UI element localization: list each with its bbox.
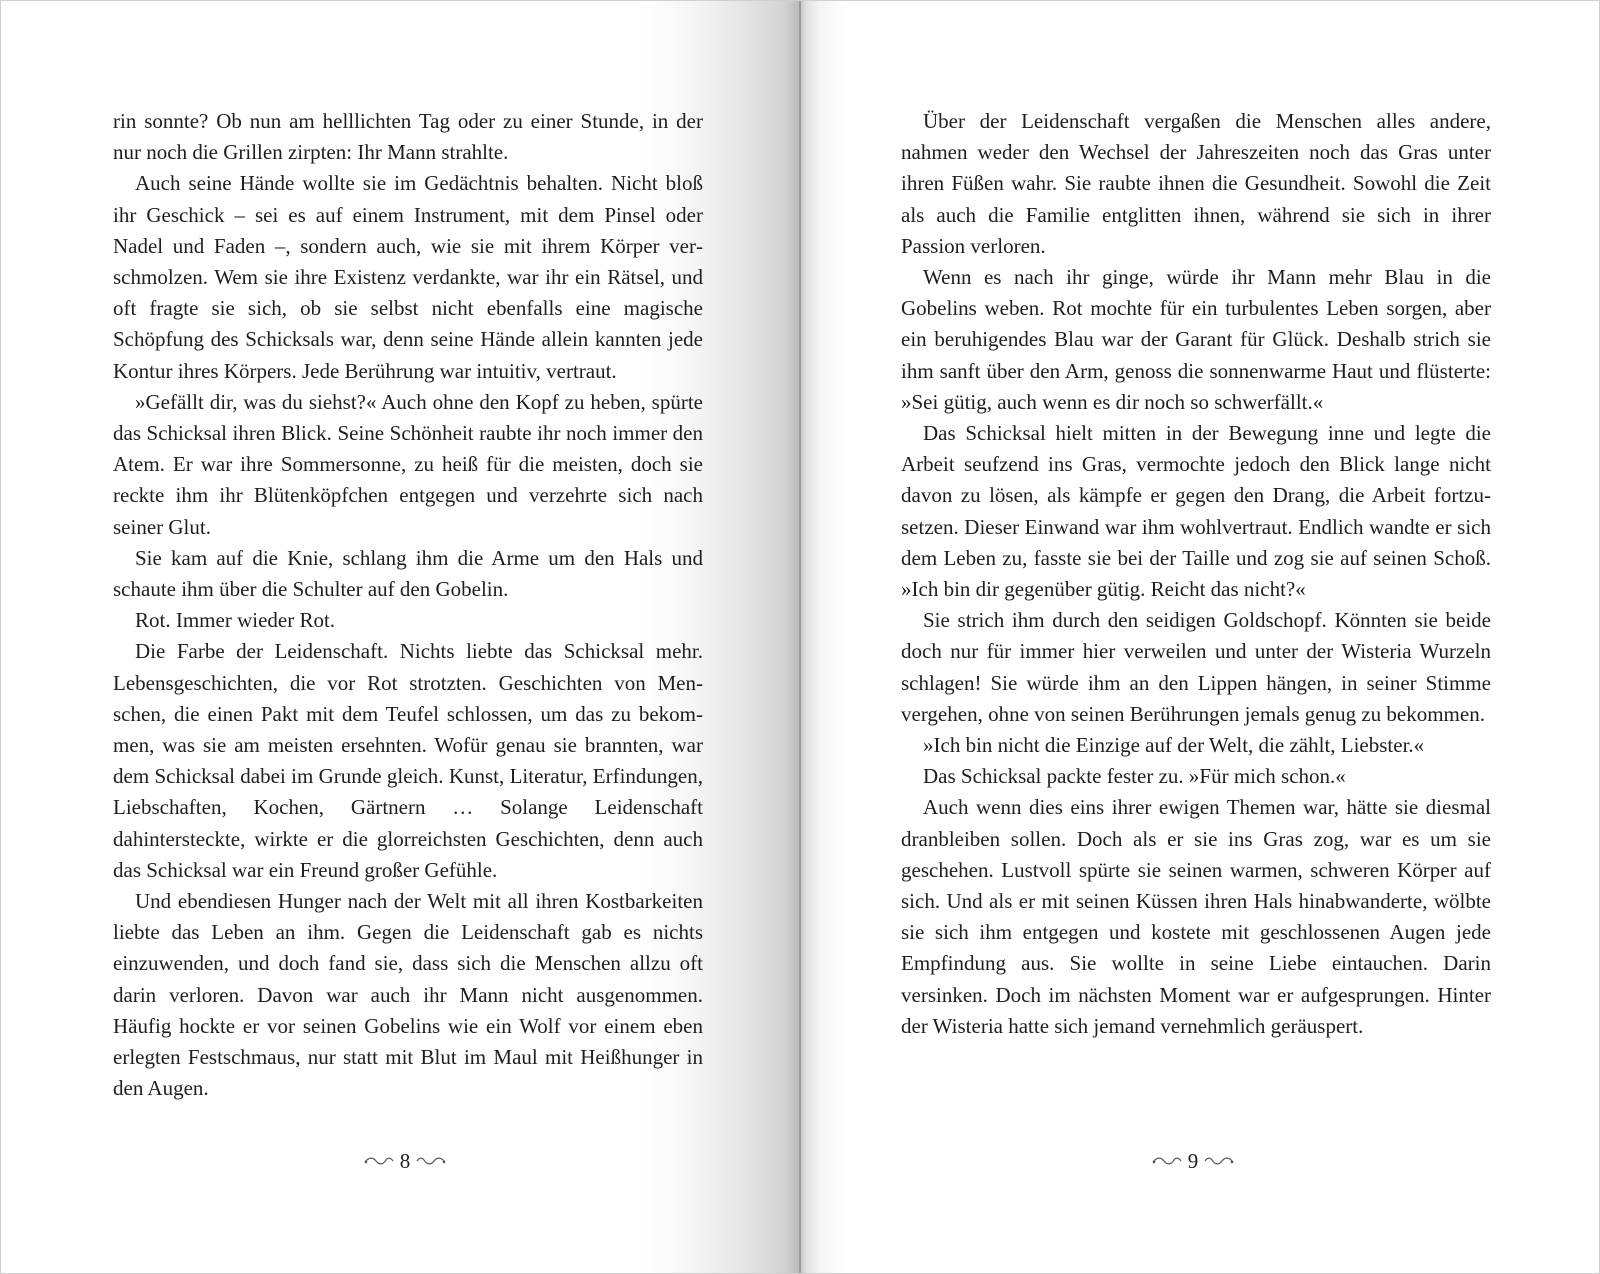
right-page-text (901, 106, 1491, 1042)
swash-flourish-icon (364, 1155, 394, 1167)
paragraph: Über der Leidenschaft vergaßen die Menschen alles andere, nahmen weder den Wechsel der Jahreszeiten noch das Gras unter ihren Füßen wahr. Sie raubte ihnen die Gesundheit. Sowohl die Zeit als auch die Familie entglitten ihnen, während sie sich in ihrer Passion verloren. (901, 109, 1491, 258)
left-page-text (113, 106, 703, 1105)
paragraph: Sie strich ihm durch den seidigen Goldschopf. Könnten sie beide doch nur für immer hier verweilen und unter der Wisteria Wurzeln schlagen! Sie würde ihm an den Lippen hängen, in seiner Stimme vergehen, ohne von seinen Berührungen jemals genug zu bekommen. (901, 608, 1491, 726)
paragraph: Das Schicksal hielt mitten in der Bewegung inne und legte die Arbeit seufzend ins Gras, vermochte jedoch den Blick lange nicht davon zu lösen, als kämpfe er gegen den Drang, die Arbeit fortzusetzen. Dieser Einwand war ihm wohlvertraut. Endlich wandte er sich dem Leben zu, fasste sie bei der Taille und zog sie auf seinen Schoß. »Ich bin dir gegenüber gütig. Reicht das nicht?« (901, 421, 1491, 602)
swash-flourish-icon (1152, 1155, 1182, 1167)
page-number: 9 (1187, 1148, 1199, 1173)
paragraph: Auch seine Hände wollte sie im Gedächtnis behalten. Nicht bloß ihr Geschick – sei es auf einem Instrument, mit dem Pinsel oder Nadel und Faden –, sondern auch, wie sie mit ihrem Körper verschmolzen. Wem sie ihre Existenz verdankte, war ihr ein Rätsel, und oft fragte sie sich, ob sie selbst nicht ebenfalls eine magische Schöpfung des Schicksals war, denn seine Hände allein kannten jede Kontur ihres Körpers. Jede Berührung war intuitiv, vertraut. (113, 171, 703, 383)
paragraph: Sie kam auf die Knie, schlang ihm die Arme um den Hals und schaute ihm über die Schulter auf den Gobelin. (113, 545, 703, 602)
page-number-right (1133, 1147, 1253, 1175)
paragraph: Und ebendiesen Hunger nach der Welt mit all ihren Kostbarkeiten liebte das Leben an ihm. Gegen die Leidenschaft gab es nichts einzuwenden, und doch fand sie, dass sich die Menschen allzu oft darin verloren. Davon war auch ihr Mann nicht ausgenommen. Häufig hockte er vor seinen Gobelins wie ein Wolf vor einem eben erlegten Festschmaus, nur statt mit Blut im Maul mit Heißhunger in den Augen. (113, 889, 703, 1101)
paragraph: Rot. Immer wieder Rot. (135, 608, 336, 633)
page-number-left (345, 1147, 465, 1175)
paragraph: Das Schicksal packte fester zu. »Für mich schon.« (923, 764, 1346, 789)
paragraph: Auch wenn dies eins ihrer ewigen Themen war, hätte sie diesmal dranbleiben sollen. Doch als er sie ins Gras zog, war es um sie geschehen. Lustvoll spürte sie seinen warmen, schweren Körper auf sich. Und als er mit seinen Küssen ihren Hals hinabwanderte, wölbte sie sich ihm entgegen und kostete mit geschlossenen Augen jede Empfindung aus. Sie wollte in seine Liebe eintauchen. Darin versinken. Doch im nächsten Moment war er aufgesprungen. Hinter der Wisteria hatte sich jemand vernehmlich geräuspert. (901, 795, 1491, 1038)
paragraph: »Gefällt dir, was du siehst?« Auch ohne den Kopf zu heben, spürte das Schicksal ihren Blick. Seine Schönheit raubte ihr noch immer den Atem. Er war ihre Sommersonne, zu heiß für die meisten, doch sie reckte ihm ihr Blütenköpfchen entgegen und verzehrte sich nach seiner Glut. (113, 389, 703, 539)
paragraph: Die Farbe der Leidenschaft. Nichts liebte das Schicksal mehr. Lebensgeschichten, die vor Rot strotzten. Geschichten von Menschen, die einen Pakt mit dem Teufel schlossen, um das zu bekommen, was sie am meisten ersehnten. Wofür genau sie brannten, war dem Schicksal dabei im Grunde gleich. Kunst, Literatur, Erfindungen, Liebschaften, Kochen, Gärtnern … Solange Leidenschaft dahintersteckte, wirkte er die glorreichsten Geschichten, denn auch das Schicksal war ein Freund großer Gefühle. (113, 639, 703, 882)
swash-flourish-icon (1204, 1155, 1234, 1167)
swash-flourish-icon (416, 1155, 446, 1167)
paragraph: rin sonnte? Ob nun am helllichten Tag oder zu einer Stunde, in der nur noch die Grillen zirpten: Ihr Mann strahlte. (113, 109, 703, 165)
left-page (1, 1, 799, 1273)
paragraph: Wenn es nach ihr ginge, würde ihr Mann mehr Blau in die Gobelins weben. Rot mochte für ein turbulentes Leben sorgen, aber ein beruhigendes Blau war der Garant für Glück. Deshalb strich sie ihm sanft über den Arm, genoss die sonnenwarme Haut und flüsterte: »Sei gütig, auch wenn es dir noch so schwerfällt.« (901, 265, 1491, 414)
right-page (801, 1, 1599, 1273)
paragraph: »Ich bin nicht die Einzige auf der Welt, die zählt, Liebster.« (923, 733, 1425, 758)
page-number: 8 (399, 1148, 411, 1173)
